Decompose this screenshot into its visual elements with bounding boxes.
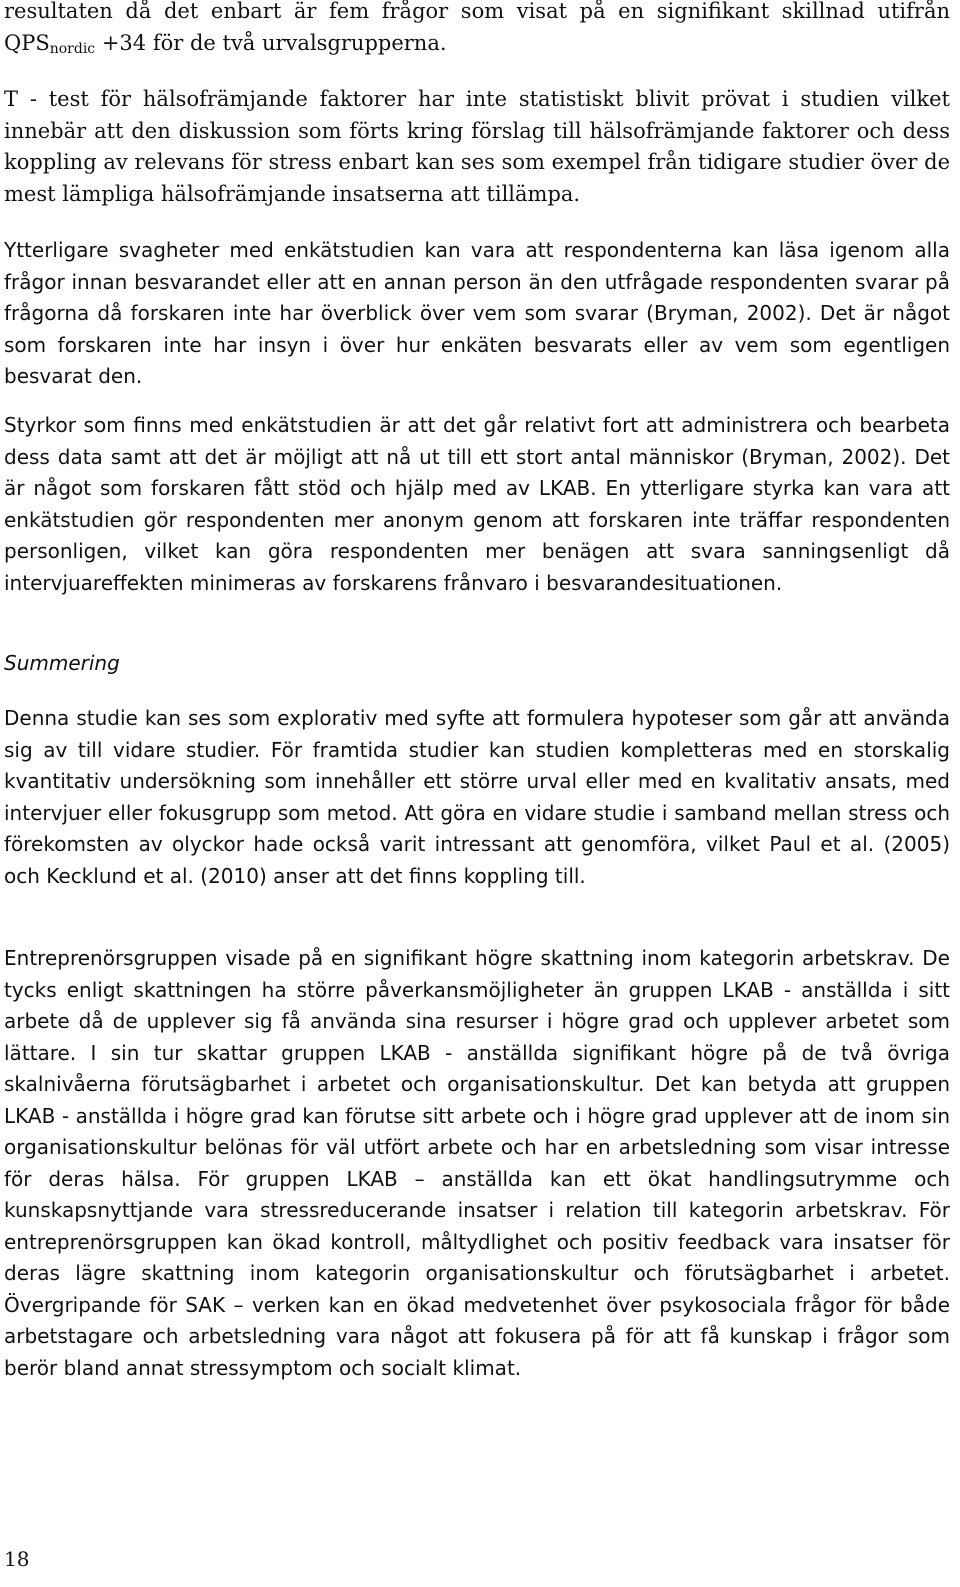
paragraph-summary: Denna studie kan ses som explorativ med syfte att formulera hypoteser som går att använda sig av till vidare studier. För framtida studier kan studien kompletteras med en storskalig kvantitativ undersökning som innehåller ett större urval eller med en kvalitativ ansats, med intervjuer eller fokusgrupp som metod. Att göra en vidare studie i samband mellan stress och förekomsten av olyckor hade också varit intressant att genomföra, vilket Paul et al. (2005) och Kecklund et al. (2010) anser att det finns koppling till. bbox=[4, 706, 950, 888]
page-number: 18 bbox=[4, 1547, 30, 1571]
section-heading-summering: Summering bbox=[4, 651, 120, 675]
qps-subscript: nordic bbox=[49, 40, 96, 57]
paragraph-qps-text-b: +34 för de två urvalsgrupperna. bbox=[95, 30, 447, 55]
paragraph-weaknesses: Ytterligare svagheter med enkätstudien kan vara att respondenterna kan läsa igenom alla frågor innan besvarandet eller att en annan person än den utfrågade respondenten svarar på frågorna då forskaren inte har överblick över vem som svarar (Bryman, 2002). Det är något som forskaren inte har insyn i över hur enkäten besvarats eller av vem som egentligen besvarat den. bbox=[4, 238, 950, 388]
paragraph-t-test: T - test för hälsofrämjande faktorer har inte statistiskt blivit prövat i studien vilket innebär att den diskussion som förts kring förslag till hälsofrämjande faktorer och dess koppling av relevans för stress enbart kan ses som exempel från tidigare studier över de mest lämpliga hälsofrämjande insatserna att tillämpa. bbox=[4, 87, 950, 206]
paragraph-groups: Entreprenörsgruppen visade på en signifikant högre skattning inom kategorin arbetskrav. De tycks enligt skattningen ha större påverkansmöjligheter än gruppen LKAB - anställda i sitt arbete då de upplever sig få använda sina resurser i högre grad och upplever arbetet som lättare. I sin tur skattar gruppen LKAB - anställda signifikant högre på de två övriga skalnivåerna förutsägbarhet i arbetet och organisationskultur. Det kan betyda att gruppen LKAB - anställda i högre grad kan förutse sitt arbete och i högre grad upplever att de inom sin organisationskultur belönas för väl utfört arbete och har en arbetsledning som visar intresse för deras hälsa. För gruppen LKAB – anställda kan ett ökat handlingsutrymme och kunskapsnyttjande vara stressreducerande insatser i relation till kategorin arbetskrav. För entreprenörsgruppen kan ökad kontroll, måltydlighet och positiv feedback vara insatser för deras lägre skattning inom kategorin organisationskultur och förutsägbarhet i arbetet. Övergripande för SAK – verken kan en ökad medvetenhet över psykosociala frågor för både arbetstagare och arbetsledning vara något att fokusera på för att få kunskap i frågor som berör bland annat stressymptom och socialt klimat. bbox=[4, 946, 950, 1380]
paragraph-strengths: Styrkor som finns med enkätstudien är att det går relativt fort att administrera och bearbeta dess data samt att det är möjligt att nå ut till ett stort antal människor (Bryman, 2002). Det är något som forskaren fått stöd och hjälp med av LKAB. En ytterligare styrka kan vara att enkätstudien gör respondenten mer anonym genom att forskaren inte träffar respondenten personligen, vilket kan göra respondenten mer benägen att svara sanningsenligt då intervjuareffekten minimeras av forskarens frånvaro i besvarandesituationen. bbox=[4, 413, 950, 595]
paragraph-qps-text-a: resultaten då det enbart är fem frågor som visat på en signifikant skillnad utifrån QPS bbox=[4, 0, 950, 55]
paragraph-qps bbox=[4, 0, 950, 59]
